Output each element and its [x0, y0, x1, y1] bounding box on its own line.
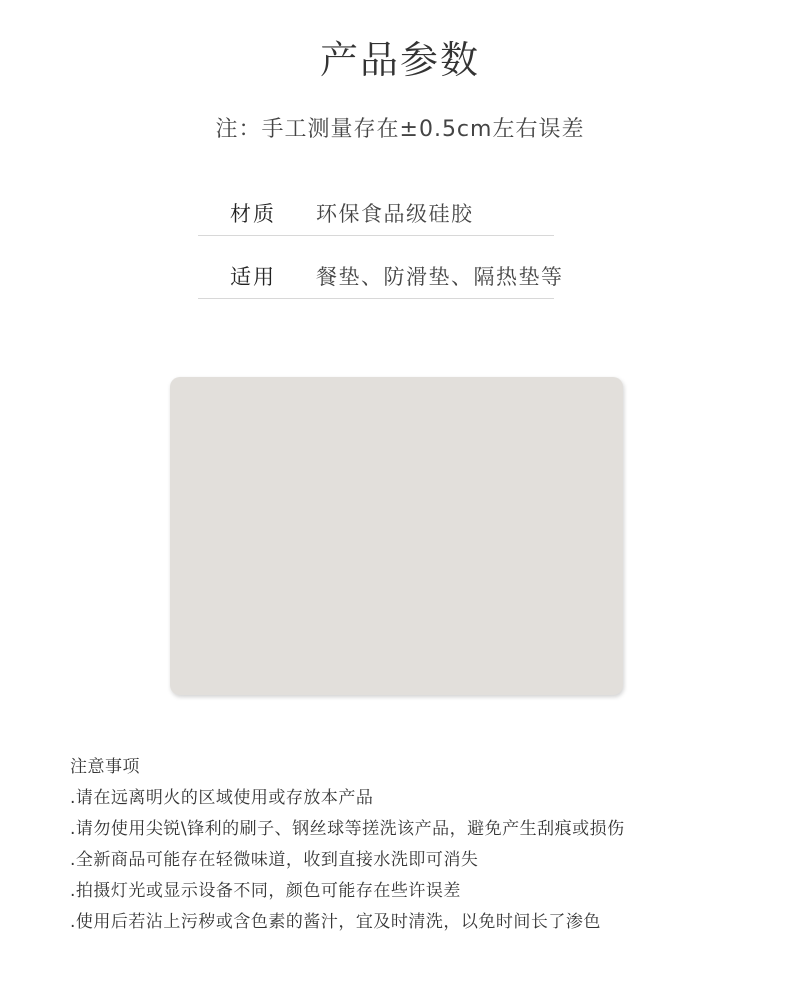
- precaution-item: .请在远离明火的区域使用或存放本产品: [70, 788, 374, 808]
- precaution-item: .拍摄灯光或显示设备不同，颜色可能存在些许误差: [70, 881, 461, 901]
- param-label: 材质: [230, 202, 276, 226]
- param-label: 适用: [230, 265, 276, 289]
- measurement-note: 注：手工测量存在±0.5cm左右误差: [215, 117, 585, 142]
- precautions-section: [70, 752, 770, 938]
- page-title: 产品参数: [319, 38, 480, 82]
- precaution-item: .使用后若沾上污秽或含色素的酱汁，宜及时清洗，以免时间长了渗色: [70, 912, 601, 932]
- precautions-title: 注意事项: [70, 757, 140, 777]
- precaution-item: .请勿使用尖锐\锋利的刷子、钢丝球等搓洗该产品，避免产生刮痕或损伤: [70, 819, 625, 839]
- param-row-material: [198, 195, 554, 236]
- precaution-item: .全新商品可能存在轻微味道，收到直接水洗即可消失: [70, 850, 479, 870]
- product-image-silicone-mat: [170, 377, 623, 695]
- param-value: 餐垫、防滑垫、隔热垫等: [316, 265, 564, 289]
- param-value: 环保食品级硅胶: [316, 202, 474, 226]
- param-row-usage: [198, 258, 564, 299]
